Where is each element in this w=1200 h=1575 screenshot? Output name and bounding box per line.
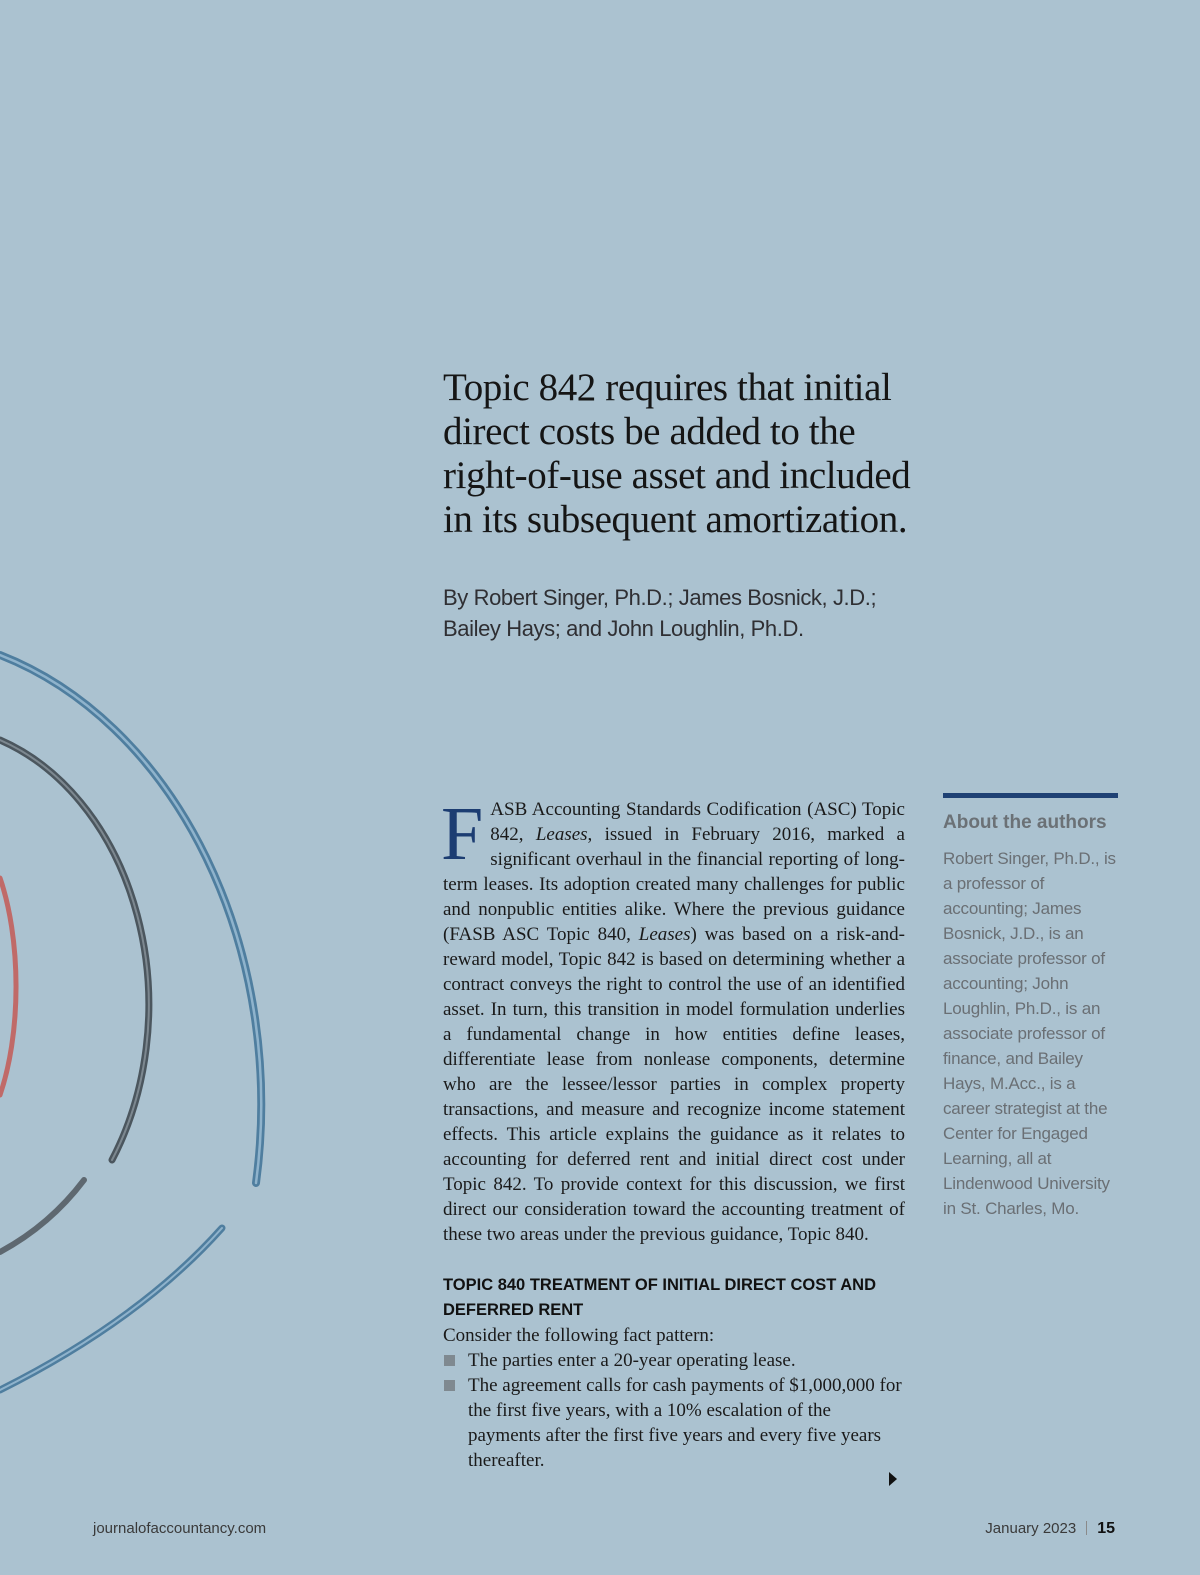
fact-pattern-list	[443, 1348, 905, 1473]
page-number: 15	[1097, 1520, 1115, 1537]
list-item	[443, 1348, 905, 1373]
lede-text-2: , issued in February 2016, marked a significant overhaul in the financial reporting of long-term leases. Its adoption created many challenges for public and nonpublic entities alike. Where the previous guidance (FASB ASC Topic 840,	[443, 824, 905, 945]
grey-arc	[0, 740, 149, 1160]
lower-blue-arc	[0, 1228, 222, 1390]
sidebar-title: About the authors	[943, 812, 1107, 833]
section-intro: Consider the following fact pattern:	[443, 1325, 715, 1346]
sidebar-accent-rule	[943, 793, 1118, 798]
list-item-text: The parties enter a 20-year operating lease.	[468, 1350, 796, 1371]
drop-cap: F	[441, 792, 484, 876]
outer-blue-arc	[0, 655, 261, 1183]
article-headline: Topic 842 requires that initial direct costs be added to the right-of-use asset and included in its subsequent amortization.	[443, 366, 911, 541]
lower-grey-arc	[0, 1180, 84, 1252]
footer-date: January 2023	[985, 1520, 1077, 1537]
footer-date-page	[985, 1520, 1115, 1538]
lower-blue-arc-highlight	[0, 1228, 222, 1390]
byline-line-2: Bailey Hays; and John Loughlin, Ph.D.	[443, 616, 804, 641]
square-bullet-icon	[444, 1380, 455, 1391]
outer-blue-arc-highlight	[0, 655, 261, 1183]
sidebar-text: Robert Singer, Ph.D., is a professor of accounting; James Bosnick, J.D., is an associate professor of accounting; John Loughlin, Ph.D., is an associate professor of finance, and Bailey Hays, M.Acc., is a career strategist at the Center for Engaged Learning, all at Lindenwood University in St. Charles, Mo.	[943, 849, 1116, 1218]
footer-separator	[1086, 1521, 1087, 1535]
article-byline	[443, 582, 923, 644]
square-bullet-icon	[444, 1355, 455, 1366]
grey-arc-highlight	[0, 740, 149, 1160]
article-body	[441, 792, 905, 1473]
red-arc	[0, 878, 16, 1095]
lede-italic-leases-2: Leases	[638, 924, 691, 945]
about-authors-sidebar	[943, 793, 1118, 1221]
lede-text-1: ASB Accounting Standards Codification (ASC) Topic 842,	[490, 799, 905, 845]
continue-arrow-icon	[889, 1472, 897, 1486]
lede-text-3: ) was based on a risk-and-reward model, Topic 842 is based on determining whether a contract conveys the right to control the use of an identified asset. In turn, this transition in model formulation underlies a fundamental change in how entities define leases, differentiate lease from nonlease components, determine who are the lessee/lessor parties in complex property transactions, and measure and recognize income statement effects. This article explains the guidance as it relates to accounting for deferred rent and initial direct cost under Topic 842. To provide context for this discussion, we first direct our consideration toward the accounting treatment of these two areas under the previous guidance, Topic 840.	[443, 924, 905, 1245]
footer-site-url: journalofaccountancy.com	[93, 1520, 267, 1537]
lede-italic-leases-1: Leases	[535, 824, 588, 845]
byline-line-1: By Robert Singer, Ph.D.; James Bosnick, J.D.;	[443, 585, 877, 610]
list-item-text: The agreement calls for cash payments of $1,000,000 for the first five years, with a 10% escalation of the payments after the first five years and every five years thereafter.	[468, 1375, 902, 1471]
section-heading: TOPIC 840 TREATMENT OF INITIAL DIRECT COST AND DEFERRED RENT	[443, 1276, 876, 1319]
list-item	[443, 1373, 905, 1473]
lede-paragraph	[441, 792, 905, 1247]
